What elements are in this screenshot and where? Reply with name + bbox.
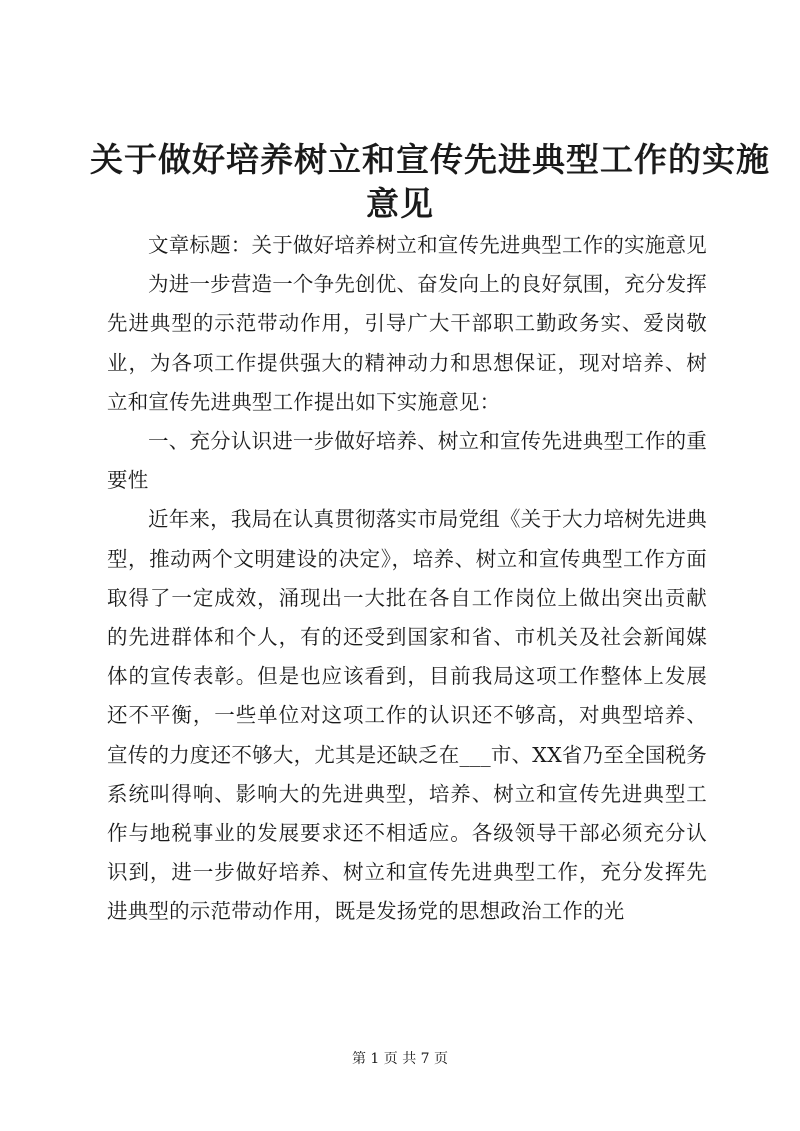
body-paragraph: 近年来，我局在认真贯彻落实市局党组《关于大力培树先进典型，推动两个文明建设的决定》，培养、树立和宣传典型工作方面取得了一定成效，涌现出一大批在各自工作岗位上做出突出贡献的先进群体和个人，有的还受到国家和省、市机关及社会新闻媒体的宣传表彰。但是也应该看到，目前我局这项工作整体上发展还不平衡，一些单位对这项工作的认识还不够高，对典型培养、宣传的力度还不够大，尤其是还缺乏在___市、XX省乃至全国税务系统叫得响、影响大的先进典型，培养、树立和宣传先进典型工作与地税事业的发展要求还不相适应。各级领导干部必须充分认识到，进一步做好培养、树立和宣传先进典型工作，充分发挥先进典型的示范带动作用，既是发扬党的思想政治工作的光 [107, 507, 707, 924]
intro-paragraph: 为进一步营造一个争先创优、奋发向上的良好氛围，充分发挥先进典型的示范带动作用，引导广大干部职工勤政务实、爱岗敬业，为各项工作提供强大的精神动力和思想保证，现对培养、树立和宣传先进典型工作提出如下实施意见： [107, 272, 707, 414]
title-line-2: 意见 [366, 184, 434, 223]
document-title [90, 138, 770, 226]
section-heading-1: 一、充分认识进一步做好培养、树立和宣传先进典型工作的重要性 [107, 429, 707, 493]
page-footer: 第 1 页 共 7 页 [351, 1051, 449, 1067]
article-title-paragraph: 文章标题：关于做好培养树立和宣传先进典型工作的实施意见 [148, 233, 707, 257]
document-body [107, 226, 707, 932]
title-line-1: 关于做好培养树立和宣传先进典型工作的实施 [90, 140, 770, 179]
